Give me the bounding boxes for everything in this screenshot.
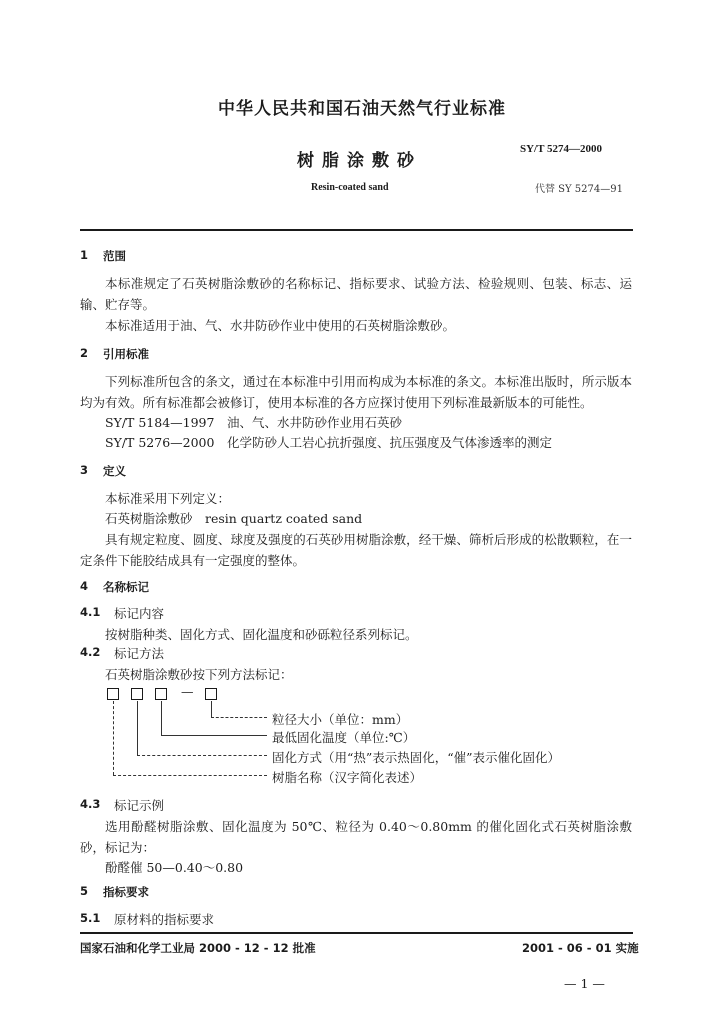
replaces-standard: 代替 SY 5274—91 (535, 184, 623, 195)
section-3-number: 3 (80, 463, 89, 477)
section-4-heading: 名称标记 (103, 580, 149, 594)
label-curing-temperature: 最低固化温度（单位:℃） (272, 730, 416, 745)
section-4-number: 4 (80, 579, 89, 593)
section-1-heading: 范围 (103, 249, 126, 263)
grain-size-box (205, 688, 217, 700)
clause-4-2-number: 4.2 (80, 645, 101, 659)
section-5-number: 5 (80, 884, 89, 898)
page-number: — 1 — (564, 976, 605, 991)
label-grain-size: 粒径大小（单位：mm） (272, 712, 409, 727)
section-2-heading: 引用标准 (103, 347, 149, 361)
leader-curing-method (137, 701, 138, 755)
clause-5-1-title: 原材料的指标要求 (114, 912, 215, 927)
section-2-number: 2 (80, 346, 89, 360)
section-2-paragraph-1: 下列标准所包含的条文，通过在本标准中引用而构成为本标准的条文。本标准出版时，所示版本均为有效。所有标准都会被修订，使用本标准的各方应探讨使用下列标准最新版本的可能性。 (80, 374, 632, 410)
clause-4-1-number: 4.1 (80, 605, 101, 619)
curing-method-box (131, 688, 143, 700)
leader-grain-size-h (211, 717, 267, 718)
header-rule (80, 229, 633, 231)
english-title: Resin-coated sand (311, 182, 389, 193)
footer-rule (80, 932, 633, 934)
section-3-intro: 本标准采用下列定义： (105, 491, 231, 506)
term-definition: 具有规定粒度、圆度、球度及强度的石英砂用树脂涂敷，经干燥、筛析后形成的松散颗粒，在一定条件下能胶结成具有一定强度的整体。 (80, 532, 632, 568)
leader-curing-temp-h (161, 735, 267, 736)
leader-grain-size (211, 701, 212, 717)
reference-standard-1: SY/T 5184—1997 油、气、水井防砂作业用石英砂 (105, 415, 402, 430)
section-1-paragraph-2: 本标准适用于油、气、水井防砂作业中使用的石英树脂涂敷砂。 (105, 318, 456, 333)
resin-name-box (107, 688, 119, 700)
clause-4-3-title: 标记示例 (114, 798, 165, 813)
curing-temp-box (155, 688, 167, 700)
label-resin-name: 树脂名称（汉字简化表述） (272, 770, 423, 785)
implementation-date: 2001 - 06 - 01 实施 (522, 941, 639, 955)
section-1-number: 1 (80, 248, 89, 262)
leader-curing-method-h (137, 755, 267, 756)
clause-4-2-text: 石英树脂涂敷砂按下列方法标记： (105, 667, 293, 682)
standard-number: SY/T 5274—2000 (520, 143, 603, 155)
clause-4-3-text: 选用酚醛树脂涂敷、固化温度为 50℃、粒径为 0.40～0.80mm 的催化固化式石英树脂涂敷砂，标记为： (80, 819, 632, 855)
document-title: 树脂涂敷砂 (297, 151, 422, 171)
clause-4-3-number: 4.3 (80, 797, 101, 811)
clause-4-1-title: 标记内容 (114, 606, 165, 621)
leader-curing-temp (161, 701, 162, 735)
marking-example: 酚醛催 50—0.40～0.80 (105, 860, 244, 875)
section-5-heading: 指标要求 (103, 885, 149, 899)
defined-term: 石英树脂涂敷砂 resin quartz coated sand (105, 511, 363, 526)
section-3-heading: 定义 (103, 464, 126, 478)
clause-4-1-text: 按树脂种类、固化方式、固化温度和砂砾粒径系列标记。 (105, 627, 418, 642)
clause-5-1-number: 5.1 (80, 911, 101, 925)
leader-resin-name-h (113, 775, 267, 776)
reference-standard-2: SY/T 5276—2000 化学防砂人工岩心抗折强度、抗压强度及气体渗透率的测定 (105, 435, 552, 450)
leader-resin-name (113, 701, 114, 775)
approval-statement: 国家石油和化学工业局 2000 - 12 - 12 批准 (80, 941, 316, 955)
issuing-authority-title: 中华人民共和国石油天然气行业标准 (218, 99, 506, 119)
section-1-paragraph-1: 本标准规定了石英树脂涂敷砂的名称标记、指标要求、试验方法、检验规则、包装、标志、运输、贮存等。 (80, 276, 632, 312)
label-curing-method: 固化方式（用“热”表示热固化，“催”表示催化固化） (272, 750, 561, 765)
clause-4-2-title: 标记方法 (114, 646, 165, 661)
marking-dash: — (181, 684, 194, 699)
